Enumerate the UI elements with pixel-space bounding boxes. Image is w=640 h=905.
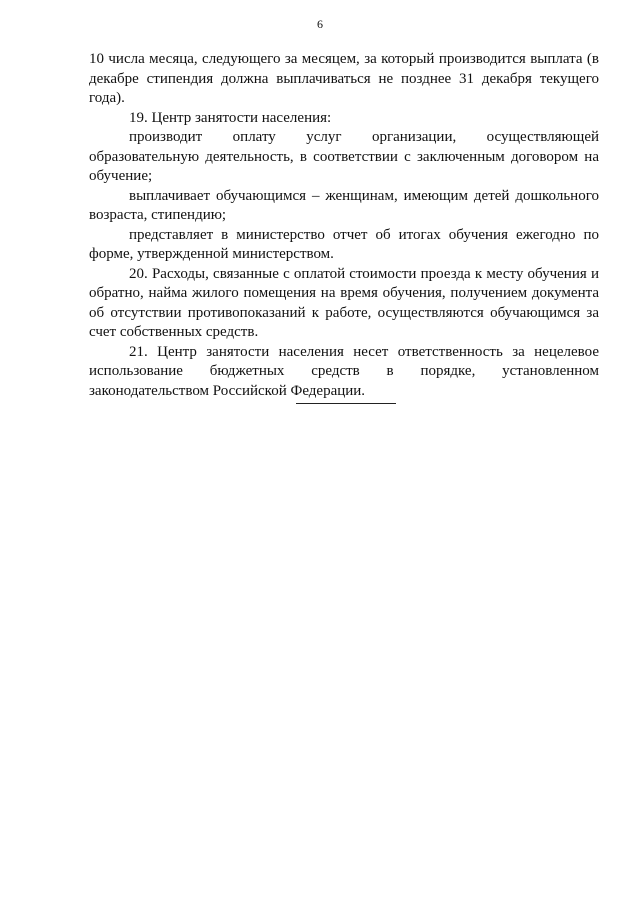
paragraph-19-report: представляет в министерство отчет об итогах обучения ежегодно по форме, утвержденной министерством. [89,226,599,262]
paragraph-19-stipend: выплачивает обучающимся – женщинам, имеющим детей дошкольного возраста, стипендию; [89,187,599,223]
paragraph-20-expenses: 20. Расходы, связанные с оплатой стоимости проезда к месту обучения и обратно, найма жилого помещения на время обучения, получением документа об отсутствии противопоказаний к работе, осуществляются обучающимся за счет собственных средств. [89,265,599,340]
paragraph-payment-deadline: 10 числа месяца, следующего за месяцем, за который производится выплата (в декабре стипендия должна выплачиваться не позднее 31 декабря текущего года). [89,51,599,106]
document-body [89,50,599,401]
paragraph-21-responsibility: 21. Центр занятости населения несет ответственность за нецелевое использование бюджетных средств в порядке, установленном законодательством Российской Федерации. [89,343,599,399]
paragraph-19-pay-services: производит оплату услуг организации, осуществляющей образовательную деятельность, в соответствии с заключенным договором на обучение; [89,129,599,184]
end-of-text-rule [296,403,396,404]
paragraph-19-heading: 19. Центр занятости населения: [129,109,332,126]
page-number: 6 [317,17,323,31]
